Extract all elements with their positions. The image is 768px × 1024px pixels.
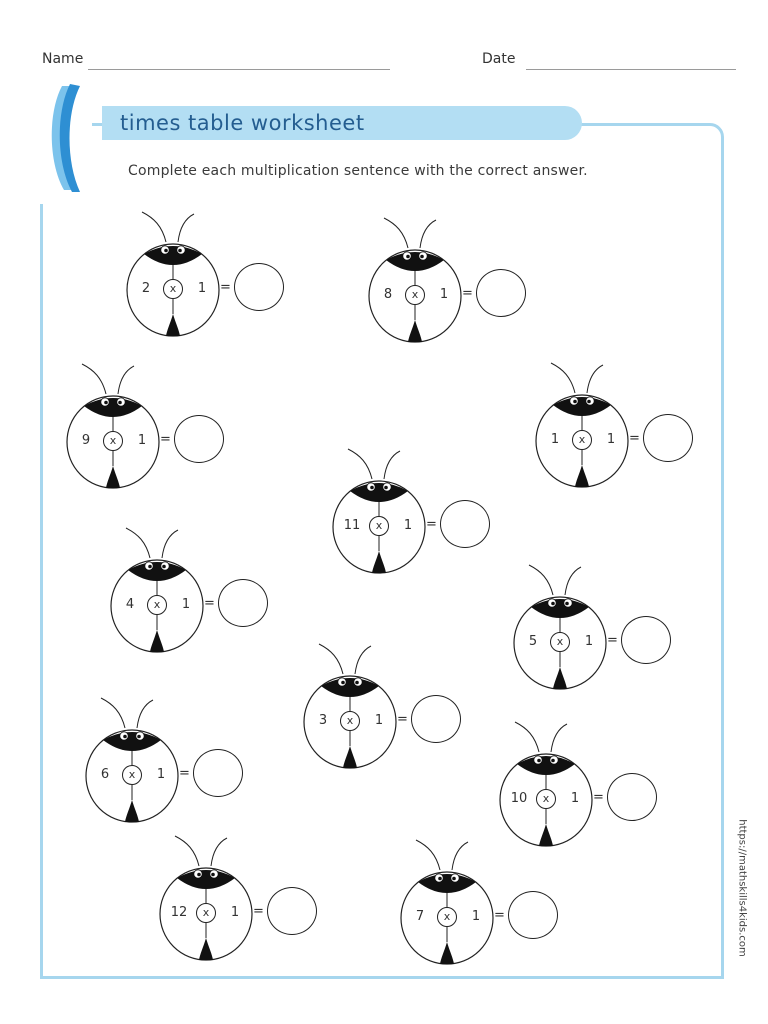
- ladybug-problem: [85, 696, 285, 826]
- factor-b: 1: [439, 287, 449, 302]
- times-sign: x: [169, 282, 177, 295]
- ladybug-problem: [368, 216, 568, 346]
- ladybug-icon: [303, 642, 403, 772]
- factor-a: 6: [100, 767, 110, 782]
- factor-b: 1: [181, 597, 191, 612]
- ladybug-problem: [303, 642, 503, 772]
- factor-a: 5: [528, 634, 538, 649]
- ladybug-problem: [499, 720, 699, 850]
- ladybug-icon: [126, 210, 226, 340]
- answer-circle[interactable]: [607, 773, 657, 821]
- equals-sign: =: [629, 431, 640, 446]
- equals-sign: =: [494, 908, 505, 923]
- equals-sign: =: [462, 286, 473, 301]
- factor-b: 1: [197, 281, 207, 296]
- factor-a: 3: [318, 713, 328, 728]
- ladybug-problem: [332, 447, 532, 577]
- equals-sign: =: [220, 280, 231, 295]
- answer-circle[interactable]: [411, 695, 461, 743]
- answer-circle[interactable]: [234, 263, 284, 311]
- ladybug-problem: [66, 362, 266, 492]
- date-label: Date: [482, 51, 516, 67]
- factor-b: 1: [137, 433, 147, 448]
- equals-sign: =: [204, 596, 215, 611]
- equals-sign: =: [426, 517, 437, 532]
- factor-a: 11: [343, 518, 361, 533]
- equals-sign: =: [179, 766, 190, 781]
- times-sign: x: [109, 434, 117, 447]
- times-sign: x: [411, 288, 419, 301]
- answer-circle[interactable]: [508, 891, 558, 939]
- ladybug-problem: [400, 838, 600, 968]
- ladybug-icon: [499, 720, 599, 850]
- ladybug-problem: [159, 834, 359, 964]
- ladybug-problem: [513, 563, 713, 693]
- instructions: Complete each multiplication sentence with the correct answer.: [128, 163, 588, 179]
- times-sign: x: [556, 635, 564, 648]
- factor-b: 1: [570, 791, 580, 806]
- equals-sign: =: [397, 712, 408, 727]
- answer-circle[interactable]: [193, 749, 243, 797]
- name-field-line[interactable]: [88, 69, 390, 70]
- ladybug-icon: [332, 447, 432, 577]
- answer-circle[interactable]: [174, 415, 224, 463]
- ladybug-icon: [110, 526, 210, 656]
- factor-a: 1: [550, 432, 560, 447]
- times-sign: x: [578, 433, 586, 446]
- name-label: Name: [42, 51, 84, 67]
- factor-b: 1: [584, 634, 594, 649]
- factor-b: 1: [374, 713, 384, 728]
- times-sign: x: [542, 792, 550, 805]
- factor-a: 4: [125, 597, 135, 612]
- answer-circle[interactable]: [267, 887, 317, 935]
- factor-a: 12: [170, 905, 188, 920]
- equals-sign: =: [607, 633, 618, 648]
- ladybug-icon: [535, 361, 635, 491]
- ladybug-icon: [66, 362, 166, 492]
- ladybug-icon: [159, 834, 259, 964]
- factor-b: 1: [606, 432, 616, 447]
- times-sign: x: [153, 598, 161, 611]
- times-sign: x: [202, 906, 210, 919]
- factor-a: 7: [415, 909, 425, 924]
- equals-sign: =: [593, 790, 604, 805]
- worksheet-title: times table worksheet: [120, 111, 365, 135]
- answer-circle[interactable]: [643, 414, 693, 462]
- factor-b: 1: [230, 905, 240, 920]
- times-sign: x: [443, 910, 451, 923]
- ladybug-icon: [513, 563, 613, 693]
- times-sign: x: [128, 768, 136, 781]
- times-sign: x: [346, 714, 354, 727]
- ladybug-icon: [400, 838, 500, 968]
- factor-b: 1: [471, 909, 481, 924]
- swoosh-decoration: [46, 82, 86, 194]
- ladybug-problem: [126, 210, 326, 340]
- factor-b: 1: [156, 767, 166, 782]
- factor-a: 8: [383, 287, 393, 302]
- answer-circle[interactable]: [476, 269, 526, 317]
- answer-circle[interactable]: [440, 500, 490, 548]
- ladybug-icon: [368, 216, 468, 346]
- ladybug-problem: [110, 526, 310, 656]
- factor-a: 9: [81, 433, 91, 448]
- factor-b: 1: [403, 518, 413, 533]
- times-sign: x: [375, 519, 383, 532]
- source-url: https://mathskills4kids.com: [736, 819, 748, 957]
- answer-circle[interactable]: [621, 616, 671, 664]
- answer-circle[interactable]: [218, 579, 268, 627]
- ladybug-icon: [85, 696, 185, 826]
- date-field-line[interactable]: [526, 69, 736, 70]
- factor-a: 10: [510, 791, 528, 806]
- ladybug-problem: [535, 361, 735, 491]
- factor-a: 2: [141, 281, 151, 296]
- equals-sign: =: [160, 432, 171, 447]
- equals-sign: =: [253, 904, 264, 919]
